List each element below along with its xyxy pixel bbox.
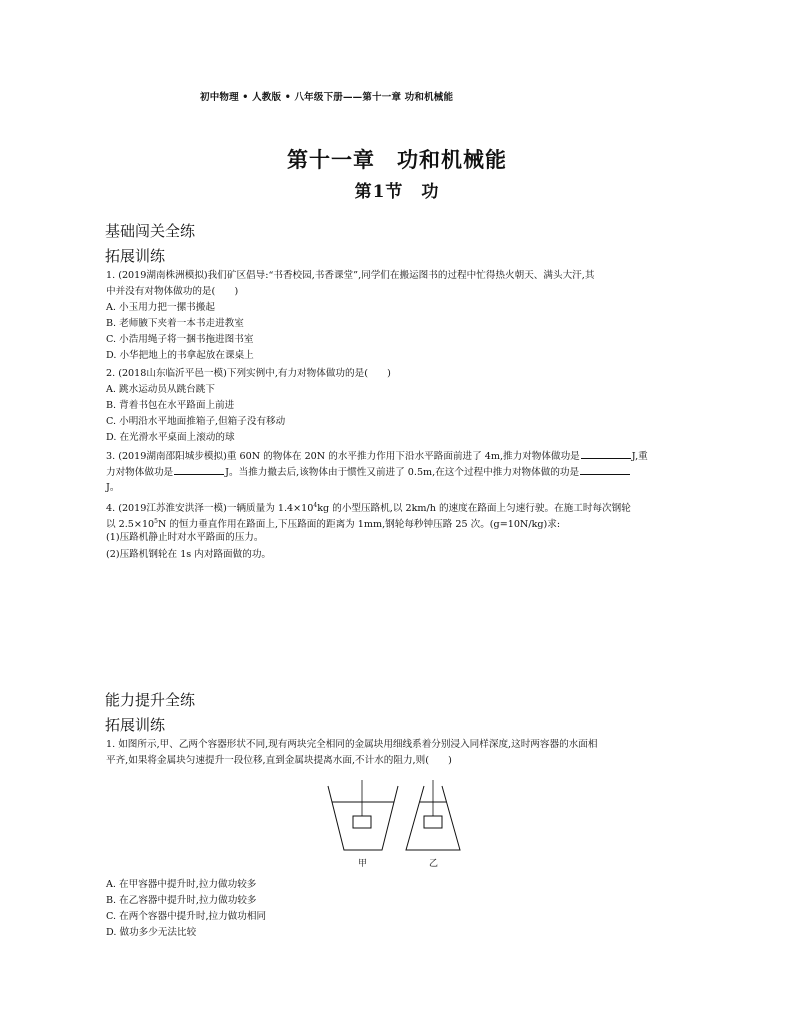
p2-q1-stem-line2: 平齐,如果将金属块匀速提升一段位移,直到金属块提离水面,不计水的阻力,则( ) <box>106 755 452 766</box>
part1-subheading: 拓展训练 <box>105 247 166 265</box>
q3-line1-text: 3. (2019湖南邵阳城步模拟)重 60N 的物体在 20N 的水平推力作用下沿水平路面前进了 4m,推力对物体做功是 <box>106 451 580 462</box>
q3-answer-blank-3[interactable] <box>580 464 630 475</box>
q4-line1-a: 4. (2019江苏淮安洪泽一模)一辆质量为 1.4×10 <box>106 503 314 514</box>
part2-heading: 能力提升全练 <box>105 691 196 709</box>
q3-line2-mid: J。当推力撤去后,该物体由于惯性又前进了 0.5m,在这个过程中推力对物体做的功是 <box>225 467 580 478</box>
chapter-title: 第十一章 功和机械能 <box>287 147 507 172</box>
section-title: 第1节 功 <box>354 182 440 202</box>
q4-line2-b: N 的恒力垂直作用在路面上,下压路面的距离为 1mm,钢轮每秒钟压路 25 次。(g=10N/kg)求: <box>157 519 561 530</box>
q4-line2-exponent: 5 <box>154 518 158 525</box>
q2-option-a: A. 跳水运动员从跳台跳下 <box>106 384 215 395</box>
label-yi: 乙 <box>429 859 439 869</box>
container-yi <box>406 780 460 850</box>
q2-option-b: B. 背着书包在水平路面上前进 <box>106 400 235 411</box>
q2-option-c: C. 小明沿水平地面推箱子,但箱子没有移动 <box>106 416 286 427</box>
q3-line2 <box>106 464 631 481</box>
page-header-breadcrumb: 初中物理 • 人教版 • 八年级下册——第十一章 功和机械能 <box>200 92 454 103</box>
q2-stem: 2. (2018山东临沂平邑一模)下列实例中,有力对物体做功的是( ) <box>106 368 391 379</box>
p2-q1-stem-line1: 1. 如图所示,甲、乙两个容器形状不同,现有两块完全相同的金属块用细线系着分别浸入同样深度,这时两容器的水面相 <box>106 739 598 750</box>
p2-q1-option-d: D. 做功多少无法比较 <box>106 927 197 938</box>
q1-option-a: A. 小玉用力把一摞书搬起 <box>106 302 215 313</box>
q4-part2: (2)压路机钢轮在 1s 内对路面做的功。 <box>106 549 272 560</box>
q4-line1-exponent: 4 <box>313 502 318 509</box>
p2-q1-option-c: C. 在两个容器中提升时,拉力做功相同 <box>106 911 267 922</box>
p2-q1-option-b: B. 在乙容器中提升时,拉力做功较多 <box>106 895 257 906</box>
q4-part1: (1)压路机静止时对水平路面的压力。 <box>106 532 264 543</box>
containers-diagram <box>320 778 480 870</box>
p2-q1-option-a: A. 在甲容器中提升时,拉力做功较多 <box>106 879 257 890</box>
part1-heading: 基础闯关全练 <box>105 222 196 240</box>
q1-option-b: B. 老师腋下夹着一本书走进教室 <box>106 318 244 329</box>
containers-figure <box>320 778 480 870</box>
q1-option-d: D. 小华把地上的书拿起放在课桌上 <box>106 350 254 361</box>
q1-option-c: C. 小浩用绳子将一捆书拖进图书室 <box>106 334 254 345</box>
q3-line1 <box>106 448 648 465</box>
q3-line2-text: 力对物体做功是 <box>106 467 174 478</box>
q3-answer-blank-2[interactable] <box>174 464 224 475</box>
label-jia: 甲 <box>358 859 368 869</box>
q3-line3: J。 <box>106 482 120 493</box>
q3-line1-unit: J,重 <box>631 451 648 462</box>
q4-line1-b: kg 的小型压路机,以 2km/h 的速度在路面上匀速行驶。在施工时每次钢轮 <box>317 503 631 514</box>
q1-stem-line2: 中并没有对物体做功的是( ) <box>106 286 239 297</box>
container-jia <box>328 780 398 850</box>
q2-option-d: D. 在光滑水平桌面上滚动的球 <box>106 432 235 443</box>
q3-answer-blank-1[interactable] <box>581 448 631 459</box>
q1-stem-line1: 1. (2019湖南株洲模拟)我们矿区倡导:“书香校园,书香课堂”,同学们在搬运图书的过程中忙得热火朝天、满头大汗,其 <box>106 270 595 281</box>
part2-subheading: 拓展训练 <box>105 716 166 734</box>
q4-line2-a: 以 2.5×10 <box>106 519 155 530</box>
